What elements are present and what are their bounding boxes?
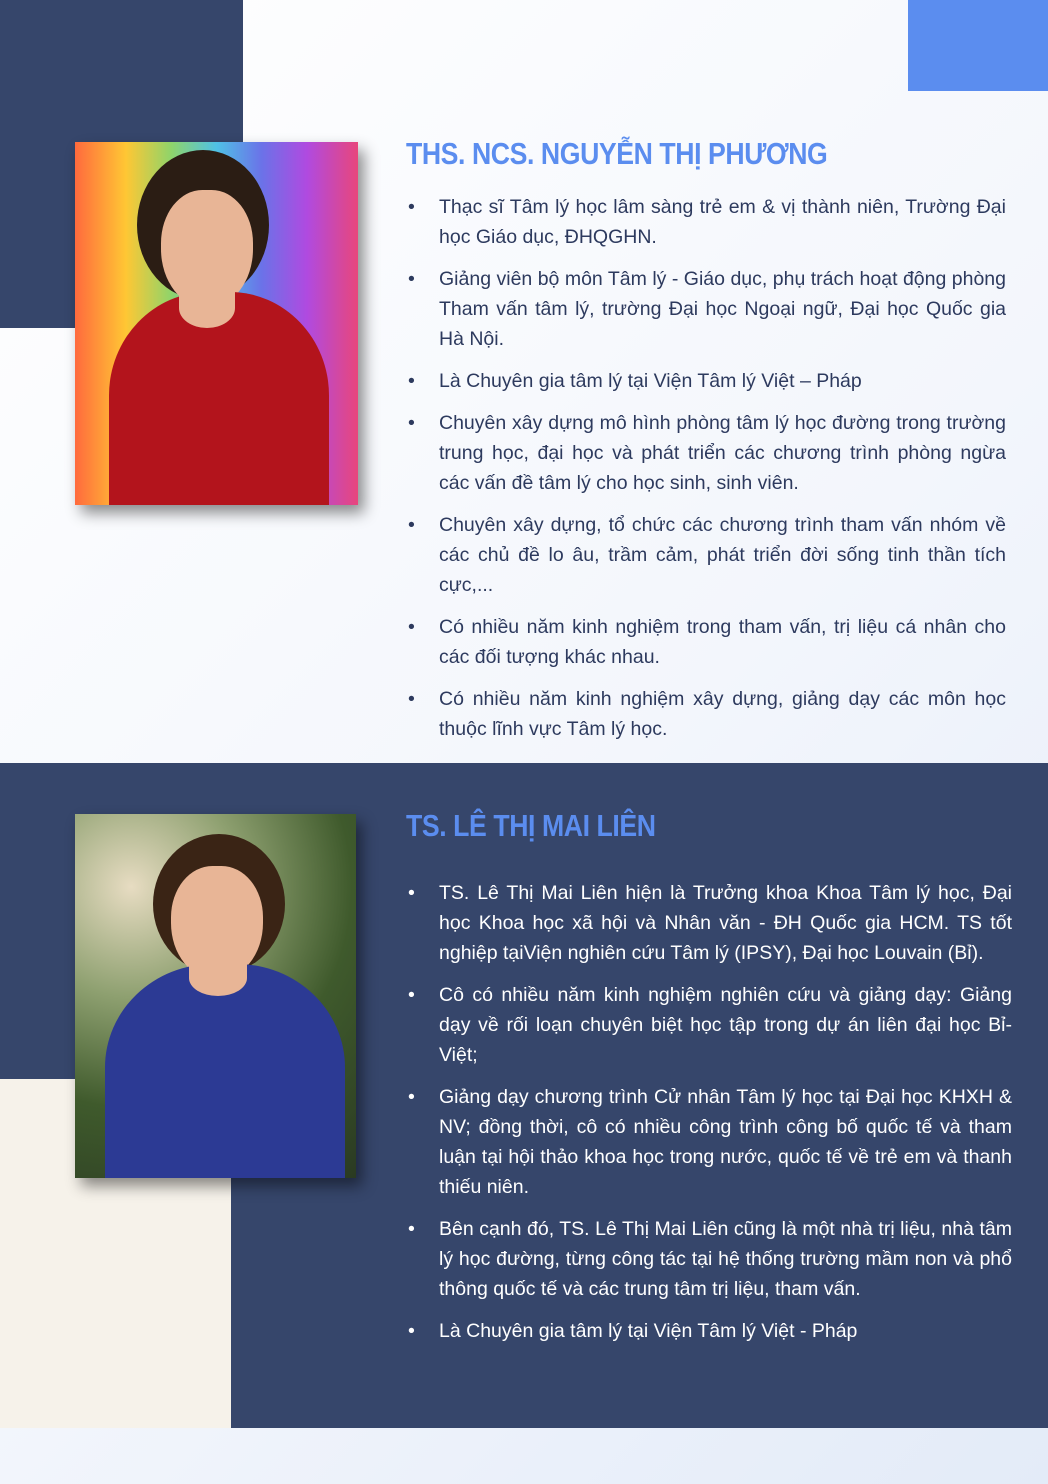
bio-item: • Là Chuyên gia tâm lý tại Viện Tâm lý Việt - Pháp <box>406 1316 1012 1346</box>
bio-item: • Có nhiều năm kinh nghiệm xây dựng, giảng dạy các môn học thuộc lĩnh vực Tâm lý học. <box>406 684 1006 744</box>
bio-item: • Cô có nhiều năm kinh nghiệm nghiên cứu và giảng dạy: Giảng dạy về rối loạn chuyên biệt học tập trong dự án liên đại học Bỉ-Việt; <box>406 980 1012 1070</box>
bio-item: • Có nhiều năm kinh nghiệm trong tham vấn, trị liệu cá nhân cho các đối tượng khác nhau. <box>406 612 1006 672</box>
bio-item: • Giảng dạy chương trình Cử nhân Tâm lý học tại Đại học KHXH & NV; đồng thời, cô có nhiều công trình công bố quốc tế và tham luận tại hội thảo khoa học trong nước, quốc tế về trẻ em và thanh thiếu niên. <box>406 1082 1012 1202</box>
profile-bio-list-2 <box>406 878 1012 1358</box>
bio-item: • Bên cạnh đó, TS. Lê Thị Mai Liên cũng là một nhà trị liệu, nhà tâm lý học đường, từng công tác tại hệ thống trường mầm non và phổ thông quốc tế và các trung tâm trị liệu, tham vấn. <box>406 1214 1012 1304</box>
bio-item: • Giảng viên bộ môn Tâm lý - Giáo dục, phụ trách hoạt động phòng Tham vấn tâm lý, trường Đại học Ngoại ngữ, Đại học Quốc gia Hà Nội. <box>406 264 1006 354</box>
bio-item: • TS. Lê Thị Mai Liên hiện là Trưởng khoa Khoa Tâm lý học, Đại học Khoa học xã hội và Nhân văn - ĐH Quốc gia HCM. TS tốt nghiệp tạiViện nghiên cứu Tâm lý (IPSY), Đại học Louvain (Bỉ). <box>406 878 1012 968</box>
profile-name-2: TS. LÊ THỊ MAI LIÊN <box>406 808 656 843</box>
profile-photo-1 <box>75 142 358 505</box>
bio-item: • Là Chuyên gia tâm lý tại Viện Tâm lý Việt – Pháp <box>406 366 1006 396</box>
profile-bio-list-1 <box>406 192 1006 756</box>
bio-item: • Chuyên xây dựng, tổ chức các chương trình tham vấn nhóm về các chủ đề lo âu, trầm cảm, phát triển đời sống tinh thần tích cực,... <box>406 510 1006 600</box>
bio-item: • Chuyên xây dựng mô hình phòng tâm lý học đường trong trường trung học, đại học và phát triển các chương trình phòng ngừa các vấn đề tâm lý cho học sinh, sinh viên. <box>406 408 1006 498</box>
bio-item: • Thạc sĩ Tâm lý học lâm sàng trẻ em & vị thành niên, Trường Đại học Giáo dục, ĐHQGHN. <box>406 192 1006 252</box>
profile-photo-2 <box>75 814 356 1178</box>
decor-blue-block-top <box>908 0 1048 91</box>
profile-name-1: THS. NCS. NGUYỄN THỊ PHƯƠNG <box>406 136 828 171</box>
